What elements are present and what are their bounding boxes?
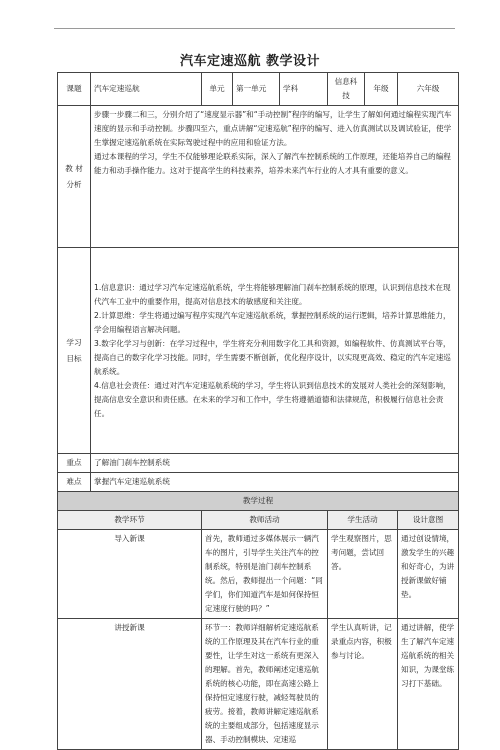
column-teacher: 教师活动 <box>202 511 328 530</box>
process-row <box>58 619 459 750</box>
difficulty-label: 难点 <box>58 473 91 492</box>
page-title: 汽车定速巡航 教学设计 <box>179 54 321 69</box>
course-label: 课题 <box>58 73 91 106</box>
grade-value: 六年级 <box>398 73 459 106</box>
subject-label: 学科 <box>280 73 328 106</box>
teacher-cell: 环节一：教师详细解析定速巡航系统的工作原理及其在汽车行业的重要性，让学生对这一系统有更深入的理解。首先，教师阐述定速巡航系统的核心功能，即在高速公路上保持恒定速度行驶，减轻驾驶员的疲劳。接着，教师讲解定速巡航系统的主要组成部分，包括速度显示器、手动控制模块、定速巡 <box>202 619 328 750</box>
goals-label-line-2: 目标 <box>66 353 82 363</box>
goals-row <box>58 248 459 454</box>
header-rule <box>54 28 455 29</box>
goals-content <box>91 248 459 454</box>
column-stage: 教学环节 <box>58 511 202 530</box>
goals-label-line-1: 学习 <box>66 337 82 347</box>
process-row <box>58 530 459 619</box>
process-header-row <box>58 492 459 511</box>
subject-value: 信息科技 <box>328 73 365 106</box>
lesson-plan-table <box>57 72 459 750</box>
process-header: 教学过程 <box>58 492 459 511</box>
goal-item: 1.信息意识：通过学习汽车定速巡航系统，学生将能够理解油门刹车控制系统的原理，认识到信息技术在现代汽车工业中的重要作用，提高对信息技术的敏感度和关注度。 <box>94 282 451 306</box>
goal-item: 2.计算思维：学生将通过编写程序实现汽车定速巡航系统，掌握控制系统的运行逻辑，培养计算思维能力，学会用编程语言解决问题。 <box>94 310 451 334</box>
teacher-cell: 首先，教师通过多媒体展示一辆汽车的图片，引导学生关注汽车的控制系统，特别是油门刹车控制系统。然后，教师提出一个问题：“同学们，你们知道汽车是如何保持恒定速度行驶的吗？” <box>202 530 328 619</box>
intent-cell: 通过创设情境，激发学生的兴趣和好奇心，为讲授新课做好铺垫。 <box>398 530 459 619</box>
analysis-label-line-1: 教 材 <box>65 163 83 173</box>
analysis-paragraph: 步骤一步骤二和三，分别介绍了“速度显示器”和“手动控制”程序的编写，让学生了解如何通过编程实现汽车速度的显示和手动控制。步骤四至六，重点讲解“定速巡航”程序的编写、进入仿真测试以及调试验证，使学生掌握定速巡航系统在实际驾驶过程中的应用和验证方法。 <box>94 110 452 147</box>
process-columns-row <box>58 511 459 530</box>
goal-item: 4.信息社会责任：通过对汽车定速巡航系统的学习，学生将认识到信息技术的发展对人类社会的深刻影响，提高信息安全意识和责任感。在未来的学习和工作中，学生将遵循道德和法律规范，积极履行信息社会责任。 <box>94 380 451 418</box>
column-intent: 设计意图 <box>398 511 459 530</box>
goals-label <box>58 248 91 454</box>
unit-label: 单元 <box>202 73 233 106</box>
goal-item: 3.数字化学习与创新：在学习过程中，学生将充分利用数字化工具和资源，如编程软件、仿真测试平台等，提高自己的数字化学习技能。同时，学生需要不断创新，优化程序设计，以实现更高效、稳定的汽车定速巡航系统。 <box>94 338 451 376</box>
unit-value: 第一单元 <box>233 73 280 106</box>
stage-cell: 导入新课 <box>58 530 202 619</box>
grade-label: 年级 <box>365 73 398 106</box>
analysis-paragraph: 通过本课程的学习，学生不仅能够理论联系实际，深入了解汽车控制系统的工作原理，还能培养自己的编程能力和动手操作能力。这对于提高学生的科技素养，培养未来汽车行业的人才具有重要的意义。 <box>94 152 451 175</box>
analysis-label <box>58 106 91 248</box>
student-cell: 学生认真听讲，记录重点内容，积极参与讨论。 <box>328 619 398 750</box>
difficulty-row <box>58 473 459 492</box>
key-point-row <box>58 454 459 473</box>
difficulty-value: 掌握汽车定速巡航系统 <box>91 473 459 492</box>
student-cell: 学生观察图片，思考问题，尝试回答。 <box>328 530 398 619</box>
intent-cell: 通过讲解，使学生了解汽车定速巡航系统的相关知识，为课堂练习打下基础。 <box>398 619 459 750</box>
analysis-content <box>91 106 459 248</box>
column-student: 学生活动 <box>328 511 398 530</box>
analysis-row <box>58 106 459 248</box>
key-point-value: 了解油门刹车控制系统 <box>91 454 459 473</box>
info-row <box>58 73 459 106</box>
course-value: 汽车定速巡航 <box>91 73 202 106</box>
key-point-label: 重点 <box>58 454 91 473</box>
analysis-label-line-2: 分析 <box>66 179 82 189</box>
stage-cell: 讲授新课 <box>58 619 202 750</box>
